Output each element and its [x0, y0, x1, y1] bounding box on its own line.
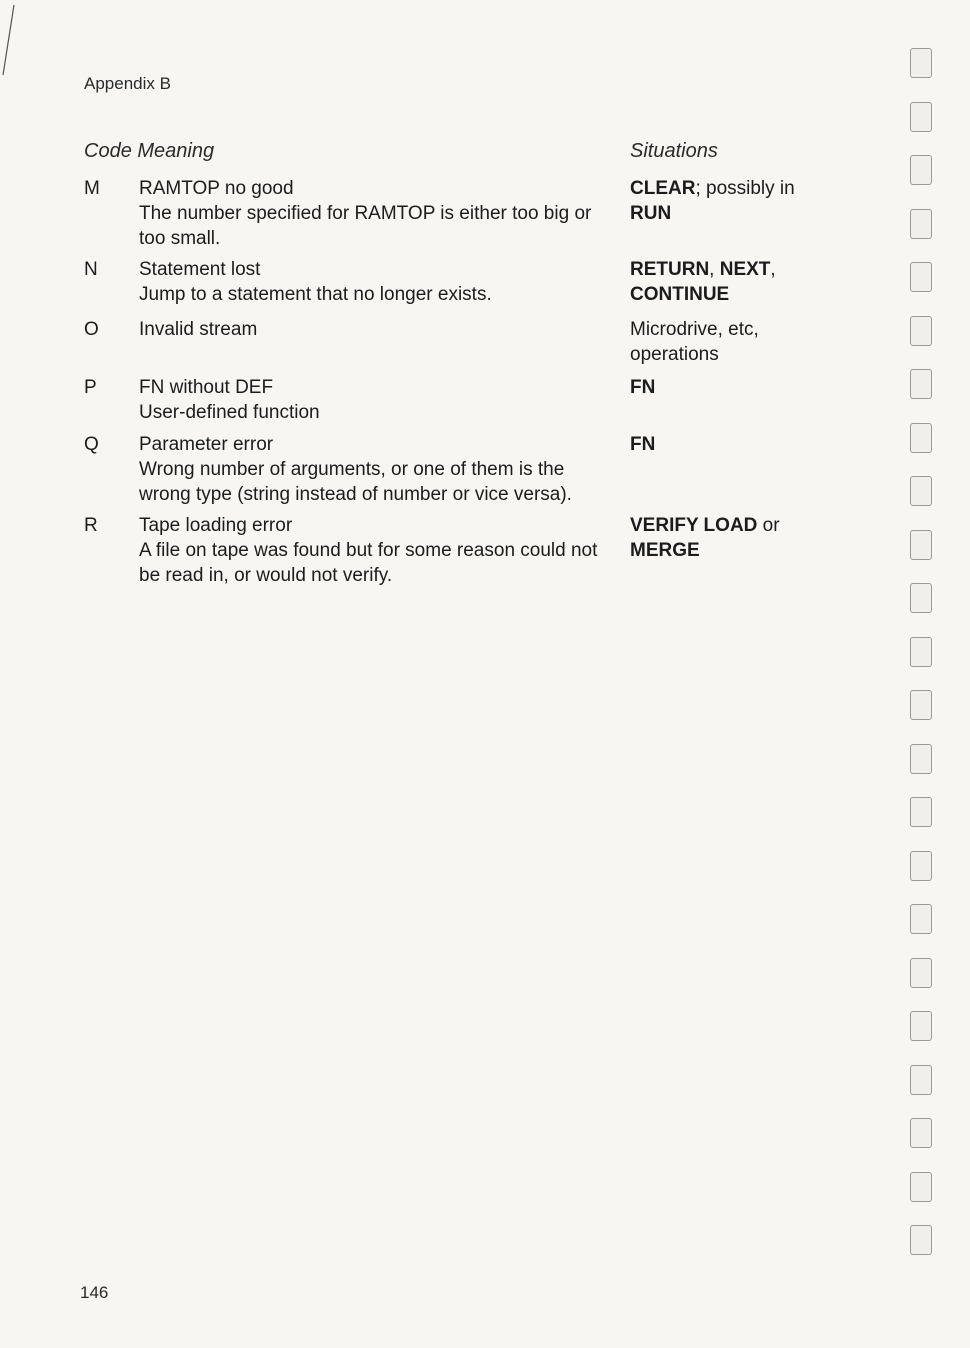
page-number: 146 — [80, 1283, 109, 1302]
error-meaning — [139, 375, 619, 425]
situation-text: or — [757, 515, 780, 536]
situation-keyword: VERIFY LOAD — [630, 515, 758, 536]
situation-keyword: NEXT — [719, 259, 771, 280]
binding-hole — [910, 1225, 932, 1255]
situation-keyword: CLEAR — [630, 178, 696, 199]
error-meaning — [139, 513, 619, 588]
binding-hole — [910, 209, 932, 239]
situation-text: , — [709, 259, 720, 280]
error-description: The number specified for RAMTOP is either too big or too small. — [139, 203, 592, 249]
page-edge-mark — [0, 0, 30, 100]
binding-hole — [910, 690, 932, 720]
situation-keyword: MERGE — [630, 540, 700, 561]
situation-keyword: RUN — [630, 203, 672, 224]
error-description: A file on tape was found but for some reason could not be read in, or would not verify. — [139, 540, 598, 586]
binding-hole — [910, 102, 932, 132]
binding-hole — [910, 583, 932, 613]
error-meaning — [139, 432, 619, 507]
error-situation — [630, 257, 830, 307]
binding-hole — [910, 369, 932, 399]
binding-hole — [910, 476, 932, 506]
error-title: Tape loading error — [139, 515, 293, 536]
error-situation — [630, 375, 830, 400]
binding-hole — [910, 1118, 932, 1148]
error-meaning — [139, 176, 619, 251]
error-title: Parameter error — [139, 434, 274, 455]
error-title: RAMTOP no good — [139, 178, 294, 199]
error-meaning — [139, 257, 619, 307]
situation-keyword: FN — [630, 434, 656, 455]
binding-hole — [910, 904, 932, 934]
column-header-code-meaning: Code Meaning — [84, 140, 215, 162]
binding-hole — [910, 637, 932, 667]
binding-hole — [910, 851, 932, 881]
error-code: M — [84, 178, 100, 199]
situation-text: , — [770, 259, 776, 280]
error-situation — [630, 432, 830, 457]
error-title: Statement lost — [139, 259, 261, 280]
error-code: N — [84, 259, 98, 280]
error-description: User-defined function — [139, 402, 320, 423]
situation-keyword: FN — [630, 377, 656, 398]
binding-hole — [910, 48, 932, 78]
binding-hole — [910, 262, 932, 292]
situation-text: ; possibly in — [695, 178, 795, 199]
error-situation — [630, 176, 830, 226]
binding-hole — [910, 316, 932, 346]
binding-hole — [910, 958, 932, 988]
binding-hole — [910, 1172, 932, 1202]
binding-hole — [910, 423, 932, 453]
situation-text: Microdrive, etc, operations — [630, 319, 759, 365]
error-situation — [630, 513, 830, 563]
error-title: Invalid stream — [139, 319, 258, 340]
binding-holes — [898, 30, 958, 1330]
binding-hole — [910, 1065, 932, 1095]
binding-hole — [910, 530, 932, 560]
appendix-label: Appendix B — [84, 74, 171, 93]
column-header-situations: Situations — [630, 140, 718, 162]
binding-hole — [910, 1011, 932, 1041]
error-description: Jump to a statement that no longer exists. — [139, 284, 492, 305]
situation-keyword: RETURN — [630, 259, 710, 280]
binding-hole — [910, 744, 932, 774]
error-code: R — [84, 515, 98, 536]
error-code: P — [84, 377, 97, 398]
error-meaning — [139, 317, 619, 342]
error-code: Q — [84, 434, 99, 455]
error-situation — [630, 317, 830, 367]
error-title: FN without DEF — [139, 377, 274, 398]
error-code: O — [84, 319, 99, 340]
binding-hole — [910, 155, 932, 185]
error-description: Wrong number of arguments, or one of them is the wrong type (string instead of number or vice versa). — [139, 459, 572, 505]
situation-keyword: CONTINUE — [630, 284, 730, 305]
binding-hole — [910, 797, 932, 827]
